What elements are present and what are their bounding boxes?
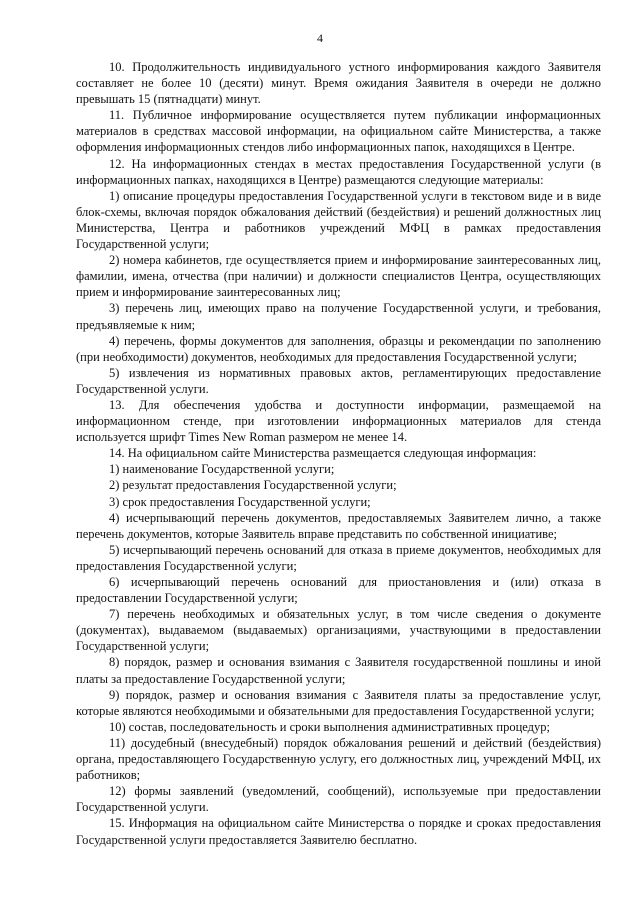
list-item-12-4: 4) перечень, формы документов для заполнения, образцы и рекомендации по заполнению (при необходимости) документов, необходимых для предоставления Государственной услуги; <box>76 333 601 364</box>
list-item-14-5: 5) исчерпывающий перечень оснований для отказа в приеме документов, необходимых для предоставления Государственной услуги; <box>76 542 601 573</box>
list-item-14-9: 9) порядок, размер и основания взимания с Заявителя платы за предоставление услуг, которые являются необходимыми и обязательными для предоставления Государственной услуги; <box>76 687 601 718</box>
list-item-14-3: 3) срок предоставления Государственной услуги; <box>109 494 371 509</box>
paragraph-14: 14. На официальном сайте Министерства размещается следующая информация: <box>109 446 537 461</box>
list-item-14-7: 7) перечень необходимых и обязательных услуг, в том числе сведения о документе (документах), выдаваемом (выдаваемых) организациями, участвующими в предоставлении Государственной услуги; <box>76 607 601 654</box>
list-item-12-3: 3) перечень лиц, имеющих право на получение Государственной услуги, и требования, предъявляемые к ним; <box>76 301 601 332</box>
list-item-14-1: 1) наименование Государственной услуги; <box>109 462 335 477</box>
list-item-14-12: 12) формы заявлений (уведомлений, сообщений), используемые при предоставлении Государственной услуги. <box>76 784 601 815</box>
paragraph-12: 12. На информационных стендах в местах предоставления Государственной услуги (в информационных папках, находящихся в Центре) размещаются следующие материалы: <box>76 156 601 187</box>
list-item-14-10: 10) состав, последовательность и сроки выполнения административных процедур; <box>109 719 550 734</box>
list-item-12-5: 5) извлечения из нормативных правовых актов, регламентирующих предоставление Государственной услуги. <box>76 365 601 396</box>
document-body <box>76 59 601 848</box>
paragraph-13: 13. Для обеспечения удобства и доступности информации, размещаемой на информационном стенде, при изготовлении информационных материалов для стенда используется шрифт Times New Roman размером не менее 14. <box>76 397 601 445</box>
list-item-14-11: 11) досудебный (внесудебный) порядок обжалования решений и действий (бездействия) органа, предоставляющего Государственную услугу, его должностных лиц, учреждений МФЦ, их работников; <box>76 735 601 783</box>
paragraph-15: 15. Информация на официальном сайте Министерства о порядке и сроках предоставления Государственной услуги предоставляется Заявителю бесплатно. <box>76 816 601 847</box>
list-item-14-2: 2) результат предоставления Государственной услуги; <box>109 478 397 493</box>
list-item-14-6: 6) исчерпывающий перечень оснований для приостановления и (или) отказа в предоставлении Государственной услуги; <box>76 575 601 606</box>
page-number: 4 <box>317 31 323 45</box>
paragraph-10: 10. Продолжительность индивидуального устного информирования каждого Заявителя составляет не более 10 (десяти) минут. Время ожидания Заявителя в очереди не должно превышать 15 (пятнадцати) минут. <box>76 60 601 107</box>
list-item-12-2: 2) номера кабинетов, где осуществляется прием и информирование заинтересованных лиц, фамилии, имена, отчества (при наличии) и должности специалистов Центра, осуществляющих прием и информирование заинтересованных лиц; <box>76 253 601 300</box>
list-item-14-8: 8) порядок, размер и основания взимания с Заявителя государственной пошлины и иной платы за предоставление Государственной услуги; <box>76 655 601 686</box>
paragraph-11: 11. Публичное информирование осуществляется путем публикации информационных материалов в средствах массовой информации, на официальном сайте Министерства, а также оформления информационных стендов либо информационных папок, находящихся в Центре. <box>76 108 601 155</box>
list-item-14-4: 4) исчерпывающий перечень документов, предоставляемых Заявителем лично, а также перечень документов, которые Заявитель вправе представить по собственной инициативе; <box>76 510 601 541</box>
list-item-12-1: 1) описание процедуры предоставления Государственной услуги в текстовом виде и в виде блок-схемы, включая порядок обжалования действий (бездействия) и решений должностных лиц Министерства, Центра и работников учреждений МФЦ в рамках предоставления Государственной услуги; <box>76 188 601 252</box>
